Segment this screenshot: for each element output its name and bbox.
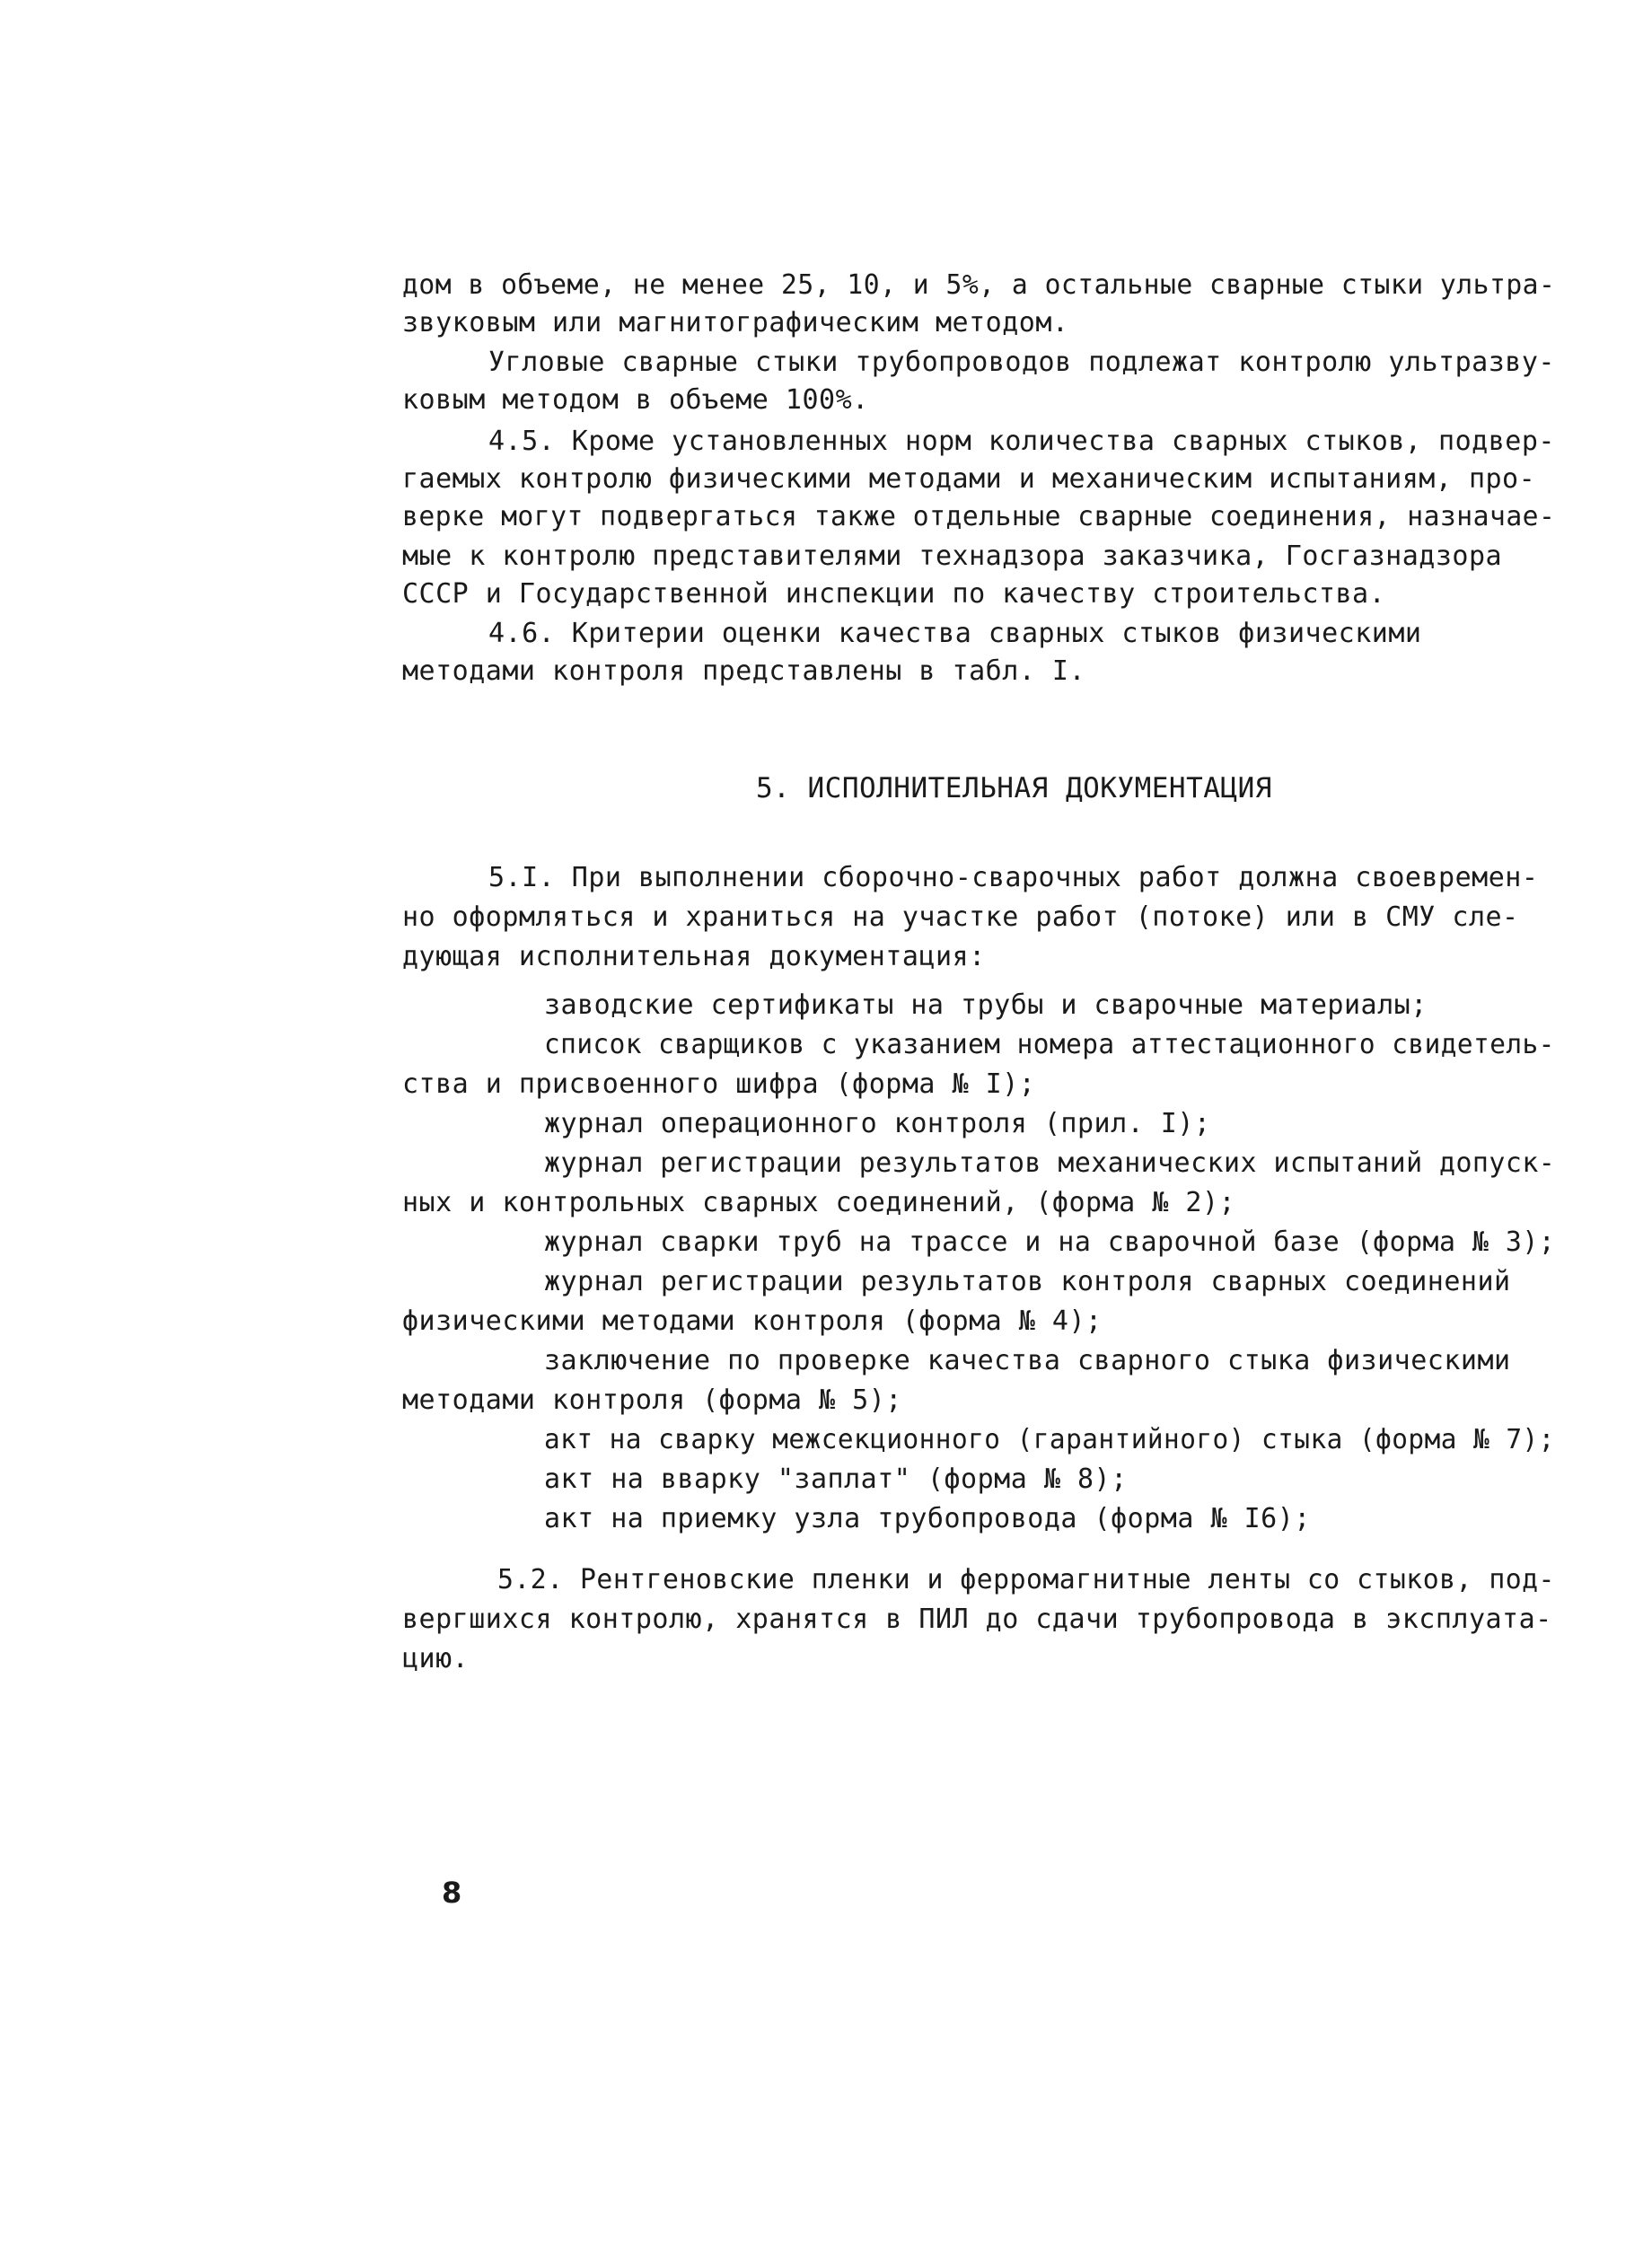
doc-item-6-line-1: журнал регистрации результатов контроля сварных соединений [544,1266,1511,1297]
doc-item-7-line-1: заключение по проверке качества сварного стыка физическими [544,1345,1511,1376]
p44-line-2: звуковым или магнитографическим методом. [402,307,1069,338]
page-number: 8 [442,1876,462,1910]
p51-line-2: но оформляться и храниться на участке работ (потоке) или в СМУ сле- [402,901,1519,933]
doc-item-6-line-2: физическими методами контроля (форма № 4); [402,1305,1103,1337]
p45-line-1: 4.5. Кроме установленных норм количества сварных стыков, подвер- [488,426,1555,457]
doc-item-4-line-2: ных и контрольных сварных соединений, (форма № 2); [402,1187,1236,1218]
doc-item-2-line-1: список сварщиков с указанием номера аттестационного свидетель- [544,1029,1555,1060]
p45-line-2: гаемых контролю физическими методами и механическим испытаниям, про- [402,463,1536,495]
p45-line-4: мые к контролю представителями технадзора заказчика, Госгазнадзора [402,541,1503,572]
doc-item-9: акт на вварку "заплат" (форма № 8); [544,1463,1128,1495]
section-heading: 5. ИСПОЛНИТЕЛЬНАЯ ДОКУМЕНТАЦИЯ [756,772,1272,804]
doc-item-5: журнал сварки труб на трассе и на сварочной базе (форма № 3); [544,1226,1556,1258]
doc-item-2-line-2: ства и присвоенного шифра (форма № I); [402,1068,1036,1100]
p51-line-1: 5.I. При выполнении сборочно-сварочных работ должна своевремен- [488,862,1539,893]
p52-line-1: 5.2. Рентгеновские пленки и ферромагнитные ленты со стыков, под- [497,1564,1555,1595]
p52-line-2: вергшихся контролю, хранятся в ПИЛ до сдачи трубопровода в эксплуата- [402,1604,1552,1635]
p46-line-1: 4.6. Критерии оценки качества сварных стыков физическими [488,618,1422,649]
doc-item-4-line-1: журнал регистрации результатов механических испытаний допуск- [544,1147,1556,1179]
pcorner-line-2: ковым методом в объеме 100%. [402,384,869,416]
doc-item-1: заводские сертификаты на трубы и сварочные материалы; [544,989,1428,1021]
doc-item-10: акт на приемку узла трубопровода (форма № I6); [544,1503,1311,1534]
p44-line-1: дом в объеме, не менее 25, 10, и 5%, а остальные сварные стыки ультра- [402,269,1556,301]
p45-line-5: СССР и Государственной инспекции по качеству строительства. [402,578,1386,610]
p52-line-3: цию. [402,1643,470,1674]
doc-item-8: акт на сварку межсекционного (гарантийного) стыка (форма № 7); [544,1424,1555,1455]
doc-item-7-line-2: методами контроля (форма № 5); [402,1384,902,1416]
doc-item-3: журнал операционного контроля (прил. I); [544,1108,1211,1139]
p51-line-3: дующая исполнительная документация: [402,941,986,972]
p46-line-2: методами контроля представлены в табл. I. [402,655,1086,687]
p45-line-3: верке могут подвергаться также отдельные сварные соединения, назначае- [402,501,1556,532]
pcorner-line-1: Угловые сварные стыки трубопроводов подлежат контролю ультразву- [488,347,1555,378]
